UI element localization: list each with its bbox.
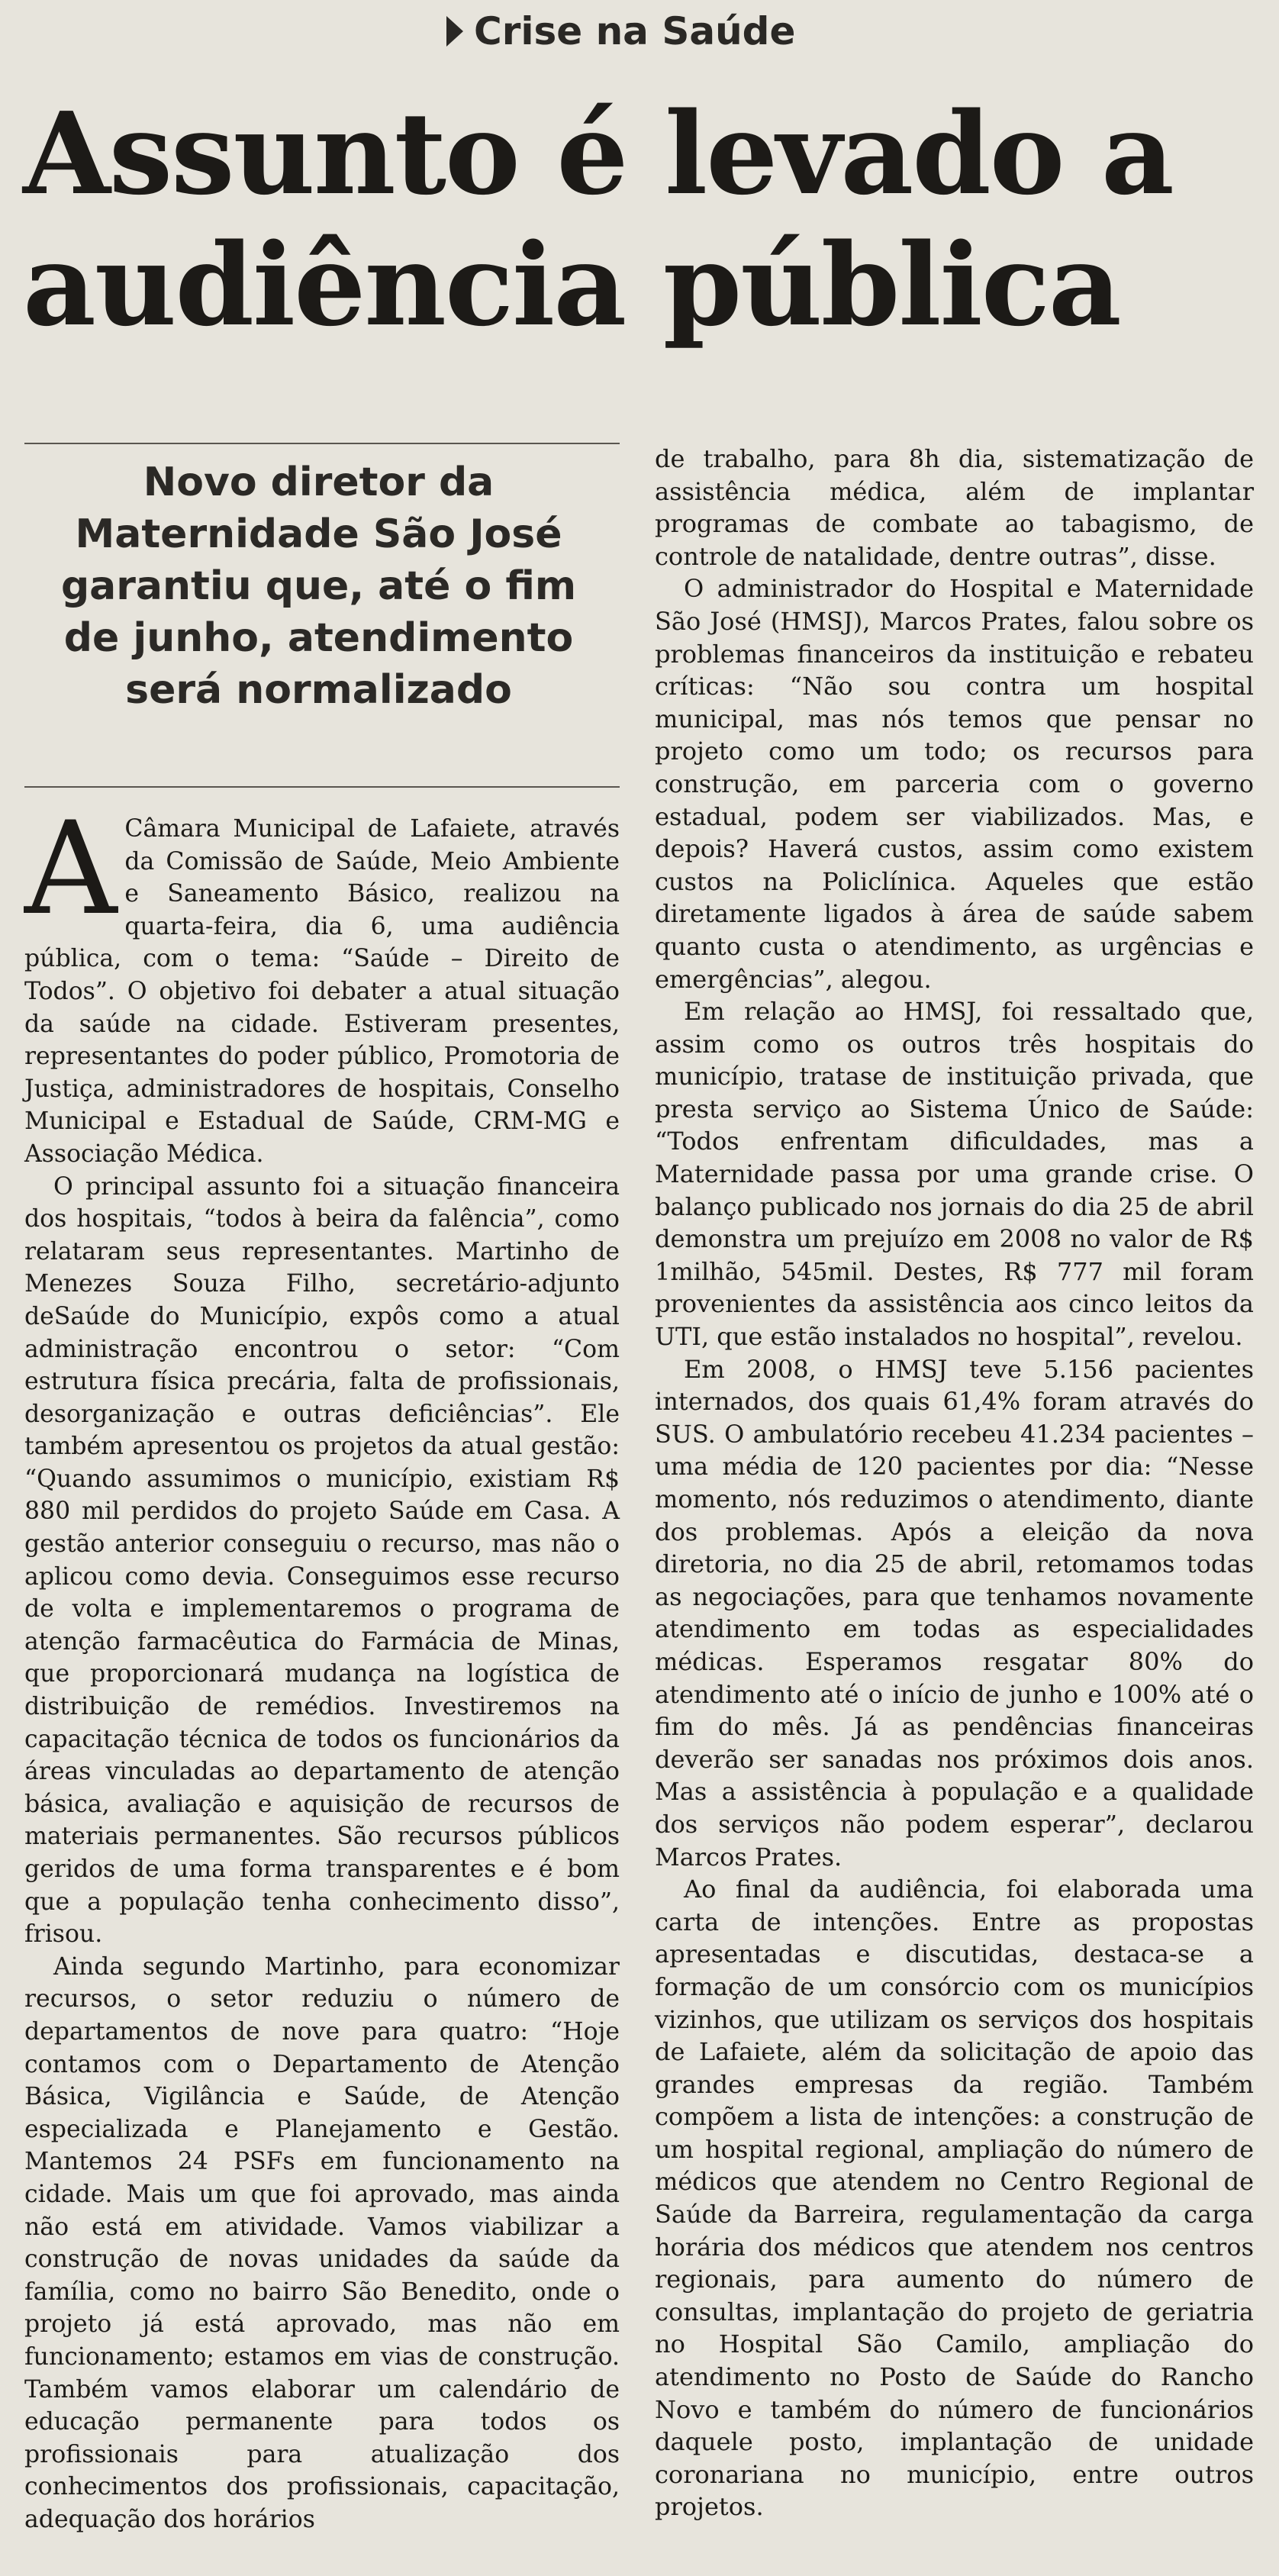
drop-cap: A (24, 794, 118, 943)
deck-subheadline: Novo diretor da Maternidade São José garantiu que, até o fim de junho, atendimento será normalizado (60, 459, 577, 713)
article-paragraph: Em relação ao HMSJ, foi ressaltado que, assim como os outros três hospitais do município, tratase de instituição privada, que presta serviço ao Sistema Único de Saúde: “Todos enfrentam dificuldades, mas a Maternidade passa por uma grande crise. O balanço publicado nos jornais do dia 25 de abril demonstra um prejuízo em 2008 no valor de R$ 1milhão, 545mil. Destes, R$ 777 mil foram provenientes da assistência aos cinco leitos da UTI, que estão instalados no hospital”, revelou. (655, 997, 1254, 1352)
article-paragraph: O administrador do Hospital e Maternidade São José (HMSJ), Marcos Prates, falou sobre os problemas financeiros da instituição e rebateu críticas: “Não sou contra um hospital municipal, mas nós temos que pensar no projeto como um todo; os recursos para construção, em parceria com o governo estadual, podem ser viabilizados. Mas, e depois? Haverá custos, assim como existem custos na Policlínica. Aqueles que estão diretamente ligados à área de saúde sabem quanto custa o atendimento, as urgências e emergências”, alegou. (655, 574, 1254, 994)
article-paragraph: Ao final da audiência, foi elaborada uma carta de intenções. Entre as propostas apresentadas e discutidas, destaca-se a formação de um consórcio com os municípios vizinhos, que utilizam os serviços dos hospitais de Lafaiete, além da solicitação de apoio das grandes empresas da região. Também compõem a lista de intenções: a construção de um hospital regional, ampliação do número de médicos que atendem no Centro Regional de Saúde da Barreira, regulamentação da carga horária dos médicos que atendem nos centros regionais, para aumento do número de consultas, implantação do projeto de geriatria no Hospital São Camilo, ampliação do atendimento no Posto de Saúde do Rancho Novo e também do número de funcionários daquele posto, implantação de unidade coronariana no município, entre outros projetos. (655, 1875, 1254, 2522)
section-label: Crise na Saúde (474, 9, 796, 53)
article-paragraph (24, 794, 620, 1171)
headline: Assunto é levado a audiência pública (23, 87, 1173, 351)
triangle-arrow-icon (446, 16, 463, 47)
paragraph-text: Câmara Municipal de Lafaiete, através da Comissão de Saúde, Meio Ambiente e Saneamento Básico, realizou na quarta-feira, dia 6, uma audiência pública, com o tema: “Saúde – Direito de Todos”. O objetivo foi debater a atual situação da saúde na cidade. Estiveram presentes, representantes do poder público, Promotoria de Justiça, administradores de hospitais, Conselho Municipal e Estadual de Saúde, CRM-MG e Associação Médica. (24, 815, 620, 1168)
section-tag (446, 9, 795, 53)
article-paragraph: Ainda segundo Martinho, para economizar recursos, o setor reduziu o número de departamentos de nove para quatro: “Hoje contamos com o Departamento de Atenção Básica, Vigilância e Saúde, de Atenção especializada e Planejamento e Gestão. Mantemos 24 PSFs em funcionamento na cidade. Mais um que foi aprovado, mas ainda não está em atividade. Vamos viabilizar a construção de novas unidades da saúde da família, como no bairro São Benedito, onde o projeto já está aprovado, mas não em funcionamento; estamos em vias de construção. Também vamos elaborar um calendário de educação permanente para todos os profissionais para atualização dos conhecimentos dos profissionais, capacitação, adequação dos horários (24, 1952, 620, 2533)
deck-top-rule (24, 443, 620, 444)
article-paragraph: O principal assunto foi a situação financeira dos hospitais, “todos à beira da falência”, como relataram seus representantes. Martinho de Menezes Souza Filho, secretário-adjunto deSaúde do Município, expôs como a atual administração encontrou o setor: “Com estrutura física precária, falta de profissionais, desorganização e outras deficiências”. Ele também apresentou os projetos da atual gestão: “Quando assumimos o município, existiam R$ 880 mil perdidos do projeto Saúde em Casa. A gestão anterior conseguiu o recurso, mas não o aplicou como devia. Conseguimos esse recurso de volta e implementaremos o programa de atenção farmacêutica do Farmácia de Minas, que proporcionará mudança na logística de distribuição de remédios. Investiremos na capacitação técnica de todos os funcionários da áreas vinculadas ao departamento de atenção básica, avaliação e aquisição de recursos de materiais permanentes. São recursos públicos geridos de uma forma transparentes e é bom que a população tenha conhecimento disso”, frisou. (24, 1172, 620, 1949)
deck-bottom-rule (24, 786, 620, 788)
article-paragraph: Em 2008, o HMSJ teve 5.156 pacientes internados, dos quais 61,4% foram através do SUS. O ambulatório recebeu 41.234 pacientes – uma média de 120 pacientes por dia: “Nesse momento, nós reduzimos o atendimento, diante dos problemas. Após a eleição da nova diretoria, no dia 25 de abril, retomamos todas as negociações, para que tenhamos novamente atendimento em todas as especialidades médicas. Esperamos resgatar 80% do atendimento até o início de junho e 100% até o fim do mês. Já as pendências financeiras deverão ser sanadas nos próximos dois anos. Mas a assistência à população e a qualidade dos serviços não podem esperar”, declarou Marcos Prates. (655, 1354, 1254, 1872)
article-column-right (655, 443, 1254, 2523)
article-paragraph: de trabalho, para 8h dia, sistematização de assistência médica, além de implantar programas de combate ao tabagismo, de controle de natalidade, dentre outras”, disse. (655, 444, 1254, 571)
article-column-left (24, 794, 620, 2536)
